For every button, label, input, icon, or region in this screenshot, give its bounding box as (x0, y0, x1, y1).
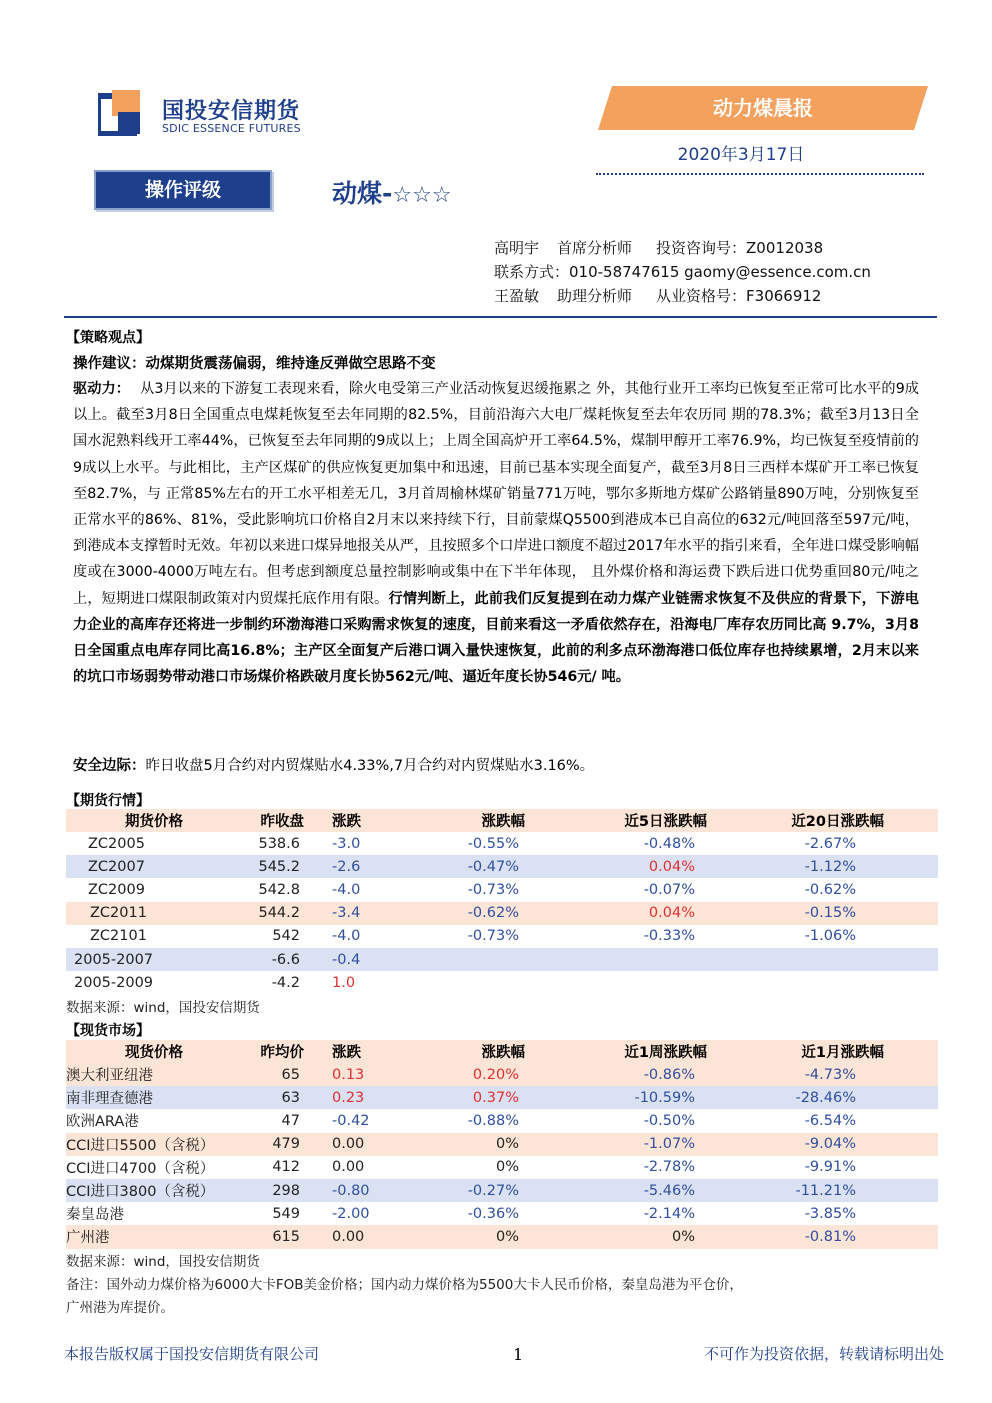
table-cell: -1.12% (804, 858, 856, 875)
table-cell: 412 (272, 1159, 300, 1176)
table-cell: 542.8 (258, 881, 300, 898)
table-row (66, 832, 938, 855)
table-cell: -3.4 (332, 905, 361, 922)
table-cell: 63 (281, 1089, 300, 1106)
author-block (494, 236, 871, 308)
table-cell (529, 971, 725, 994)
table-row (66, 1225, 938, 1248)
table-cell: -10.59% (634, 1089, 695, 1106)
table-cell: 544.2 (258, 905, 300, 922)
table-cell: 广州港 (66, 1230, 110, 1247)
table-cell: 欧洲ARA港 (66, 1114, 139, 1131)
table-cell: -0.86% (643, 1066, 695, 1083)
table-cell: 47 (281, 1112, 300, 1129)
date-divider (596, 173, 924, 175)
table-cell: ZC2005 (88, 835, 145, 852)
table-cell: -6.54% (804, 1112, 856, 1129)
table-cell: -0.07% (643, 881, 695, 898)
column-header: 现货价格 (66, 1040, 242, 1063)
column-header: 近1周涨跌幅 (529, 1040, 725, 1063)
driver-paragraph (73, 376, 919, 690)
footer-copyright: 本报告版权属于国投安信期货有限公司 (64, 1345, 320, 1363)
table-cell: -0.36% (467, 1205, 519, 1222)
table-cell: ZC2101 (90, 928, 147, 945)
author-line-2 (494, 284, 871, 308)
table-cell: 0% (495, 1159, 519, 1176)
table-cell: -0.33% (643, 928, 695, 945)
column-header: 近5日涨跌幅 (529, 809, 725, 832)
table-cell: -0.50% (643, 1112, 695, 1129)
table-row (66, 1156, 938, 1179)
table-row (66, 855, 938, 878)
table-cell: -0.47% (467, 858, 519, 875)
safety-label: 安全边际： (73, 758, 146, 774)
column-header: 涨跌幅 (414, 809, 529, 832)
table-cell: 南非理查德港 (66, 1091, 153, 1108)
table-cell: -2.78% (643, 1159, 695, 1176)
table-row (66, 948, 938, 971)
table-cell: 0.04% (648, 858, 695, 875)
table-cell: -4.0 (332, 881, 361, 898)
table-cell: 0.37% (472, 1089, 519, 1106)
futures-source: 数据来源：wind，国投安信期货 (66, 1000, 260, 1016)
driver-text: 从3月以来的下游复工表现来看，除火电受第三产业活动恢复迟缓拖累之 外，其他行业开工率均已恢复至正常可比水平的9成以上。截至3月8日全国重点电煤耗恢复至去年同期的82.5%，目前沿海六大电厂煤耗恢复至去年农历同 期的78.3%；截至3月13日全国水泥熟料线开工率44%，已恢复至去年同期的9成以上；上周全国高炉开工率64.5%，煤制甲醇开工率76.9%，均已恢复至疫情前的9成以上水平。与此相比，主产区煤矿的供应恢复更加集中和迅速，目前已基本实现全面复产，截至3月8日三西样本煤矿开工率已恢复至82.7%，与 正常85%左右的开工水平相差无几，3月首周榆林煤矿销量771万吨，鄂尔多斯地方煤矿公路销量890万吨，分别恢复至正常水平的86%、81%，受此影响坑口价格自2月末以来持续下行，目前蒙煤Q5500到港成本已自高位的632元/吨回落至597元/吨，到港成本支撑暂时无效。年初以来进口煤异地报关从严，且按照多个口岸进口额度不超过2017年水平的指引来看，全年进口煤受影响幅度或在3000-4000万吨左右。但考虑到额度总量控制影响或集中在下半年体现， 且外煤价格和海运费下跌后进口优势重回80元/吨之上，短期进口煤限制政策对内贸煤托底作用有限。 (73, 381, 919, 607)
table-cell: 0% (495, 1228, 519, 1245)
column-header: 昨均价 (242, 1040, 310, 1063)
table-cell: -0.62% (804, 881, 856, 898)
table-cell: 2005-2009 (74, 974, 154, 991)
table-cell: 542 (272, 928, 300, 945)
table-cell: -6.6 (271, 951, 300, 968)
table-cell: ZC2007 (88, 858, 145, 875)
table-cell: -11.21% (795, 1182, 856, 1199)
driver-bold-text: 行情判断上，此前我们反复提到在动力煤产业链需求恢复不及供应的背景下，下游电力企业的高库存还将进一步制约环渤海港口采购需求恢复的速度，目前来看这一矛盾依然存在，沿海电厂库存农历同比高 9.7%，3月8日全国重点电库存同比高16.8%；主产区全面复产后港口调入量快速恢复，此前的利多点环渤海港口低位库存也持续累增，2月末以来的坑口市场弱势带动港口市场煤价格跌破月度长协562元/吨、逼近年度长协546元/ 吨。 (73, 590, 919, 686)
table-cell: -2.14% (643, 1205, 695, 1222)
company-name-en: SDIC ESSENCE FUTURES (162, 122, 301, 135)
table-cell: -0.73% (467, 928, 519, 945)
table-cell: 0.20% (472, 1066, 519, 1083)
author-role: 助理分析师 (557, 287, 633, 305)
author-name: 高明宇 (494, 239, 540, 257)
table-cell: -28.46% (795, 1089, 856, 1106)
table-row (66, 1179, 938, 1202)
footer-disclaimer: 不可作为投资依据，转载请标明出处 (704, 1345, 945, 1363)
operation-advice: 操作建议：动煤期货震荡偏弱，维持逢反弹做空思路不变 (73, 356, 436, 372)
company-logo (98, 90, 313, 140)
table-row (66, 1109, 938, 1132)
table-cell: ZC2011 (90, 905, 147, 922)
table-cell: 615 (272, 1228, 300, 1245)
table-cell (529, 948, 725, 971)
star-icon: ☆☆☆ (392, 183, 452, 208)
table-cell: CCI进口5500（含税） (66, 1137, 215, 1154)
commodity-name: 动煤- (332, 179, 393, 208)
table-cell: -0.81% (804, 1228, 856, 1245)
author-contact: 联系方式：010-58747615 gaomy@essence.com.cn (494, 263, 871, 281)
spot-title: 【现货市场】 (66, 1023, 150, 1039)
table-cell: -0.15% (804, 905, 856, 922)
table-cell: -0.80 (332, 1182, 370, 1199)
table-cell: CCI进口4700（含税） (66, 1160, 215, 1177)
report-type: 动力煤晨报 (713, 96, 813, 120)
table-cell: -2.00 (332, 1205, 370, 1222)
table-row (66, 878, 938, 901)
table-cell: -0.73% (467, 881, 519, 898)
table-cell: 0.00 (332, 1228, 365, 1245)
logo-mark-icon (98, 90, 148, 136)
table-cell (725, 948, 938, 971)
table-cell: -0.62% (467, 905, 519, 922)
table-row (66, 1202, 938, 1225)
table-cell: -0.55% (467, 835, 519, 852)
table-cell: 0.00 (332, 1159, 365, 1176)
column-header: 近1月涨跌幅 (725, 1040, 938, 1063)
column-header: 近20日涨跌幅 (725, 809, 938, 832)
table-cell: 538.6 (258, 835, 300, 852)
table-cell: 479 (272, 1136, 300, 1153)
futures-table (66, 809, 938, 994)
page-number: 1 (513, 1345, 524, 1364)
table-cell (414, 948, 529, 971)
table-cell: 0.23 (332, 1089, 365, 1106)
table-cell: 65 (281, 1066, 300, 1083)
table-cell: -0.4 (332, 951, 361, 968)
table-cell: 545.2 (258, 858, 300, 875)
spot-table (66, 1040, 938, 1249)
commodity-rating (332, 174, 452, 210)
table-cell: -9.04% (804, 1136, 856, 1153)
column-header: 涨跌 (310, 809, 414, 832)
table-cell: -4.2 (271, 974, 300, 991)
column-header: 昨收盘 (242, 809, 310, 832)
table-cell: -4.0 (332, 928, 361, 945)
table-cell: 549 (272, 1205, 300, 1222)
table-cell: -1.07% (643, 1136, 695, 1153)
table-cell: -5.46% (643, 1182, 695, 1199)
table-cell: 秦皇岛港 (66, 1207, 124, 1224)
table-cell: 澳大利亚纽港 (66, 1068, 153, 1085)
spot-source: 数据来源：wind，国投安信期货 (66, 1254, 260, 1270)
rating-label: 操作评级 (94, 170, 272, 210)
table-cell: 0.04% (648, 905, 695, 922)
table-row (66, 1133, 938, 1156)
table-cell: -1.06% (804, 928, 856, 945)
table-cell: ZC2009 (88, 881, 145, 898)
table-cell: 1.0 (332, 974, 356, 991)
table-cell (725, 971, 938, 994)
column-header: 涨跌幅 (414, 1040, 529, 1063)
futures-title: 【期货行情】 (66, 793, 150, 809)
strategy-title: 【策略观点】 (66, 330, 150, 346)
table-cell: -0.48% (643, 835, 695, 852)
table-cell: 0% (671, 1228, 695, 1245)
table-cell: -3.85% (804, 1205, 856, 1222)
safety-margin (73, 754, 594, 775)
table-cell: -9.91% (804, 1159, 856, 1176)
author-cert: 从业资格号：F3066912 (656, 287, 822, 305)
table-row (66, 902, 938, 925)
report-type-banner (598, 86, 928, 130)
spot-note-2: 广州港为库提价。 (66, 1300, 174, 1316)
author-cert: 投资咨询号：Z0012038 (656, 239, 824, 257)
table-cell: 0.13 (332, 1066, 365, 1083)
table-cell: 0.00 (332, 1136, 365, 1153)
column-header: 涨跌 (310, 1040, 414, 1063)
table-header-row (66, 1040, 938, 1063)
table-cell (414, 971, 529, 994)
header-divider (64, 316, 937, 318)
report-date: 2020年3月17日 (677, 145, 805, 165)
table-row (66, 1063, 938, 1086)
table-cell: -0.88% (467, 1112, 519, 1129)
table-cell: -2.6 (332, 858, 361, 875)
driver-label: 驱动力： (73, 381, 131, 397)
table-cell: -0.42 (332, 1112, 370, 1129)
author-line-1 (494, 236, 871, 260)
spot-note-1: 备注：国外动力煤价格为6000大卡FOB美金价格；国内动力煤价格为5500大卡人民币价格，秦皇岛港为平仓价， (66, 1277, 743, 1293)
table-row (66, 925, 938, 948)
company-name-cn: 国投安信期货 (162, 99, 301, 124)
column-header: 期货价格 (66, 809, 242, 832)
table-row (66, 1086, 938, 1109)
table-cell: -2.67% (804, 835, 856, 852)
table-cell: CCI进口3800（含税） (66, 1184, 215, 1201)
author-name: 王盈敏 (494, 287, 540, 305)
table-cell: -4.73% (804, 1066, 856, 1083)
table-header-row (66, 809, 938, 832)
safety-text: 昨日收盘5月合约对内贸煤贴水4.33%,7月合约对内贸煤贴水3.16%。 (145, 758, 595, 774)
table-cell: -3.0 (332, 835, 361, 852)
table-cell: 2005-2007 (74, 951, 154, 968)
table-row (66, 971, 938, 994)
table-cell: -0.27% (467, 1182, 519, 1199)
author-role: 首席分析师 (557, 239, 633, 257)
table-cell: 298 (272, 1182, 300, 1199)
table-cell: 0% (495, 1136, 519, 1153)
